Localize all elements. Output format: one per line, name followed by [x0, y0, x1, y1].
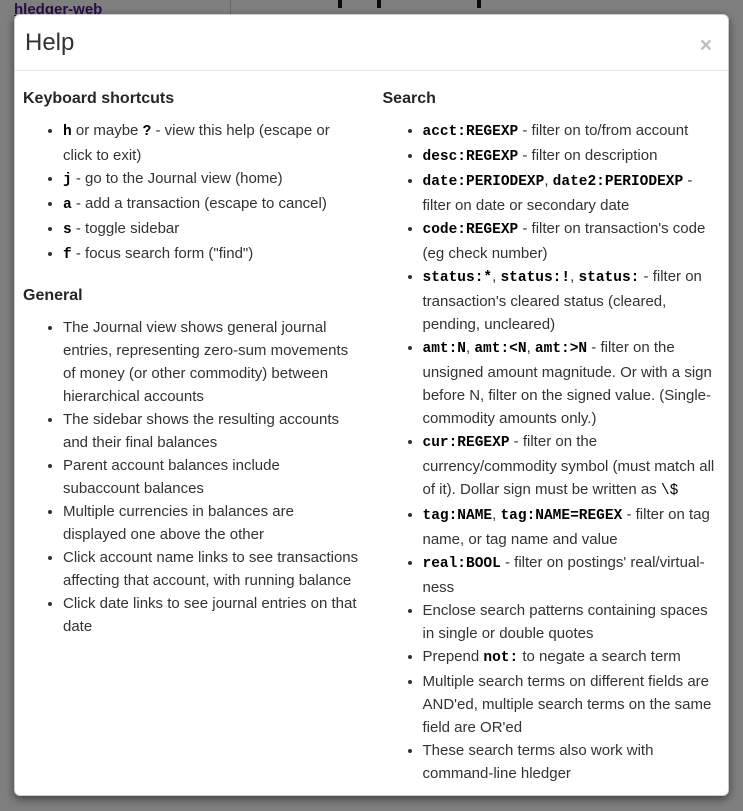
code-term: status:!: [500, 270, 571, 286]
help-list: [383, 119, 721, 785]
help-column-left: [23, 89, 361, 796]
code-term: a: [63, 197, 72, 213]
help-list-item: • s - toggle sidebar: [63, 217, 361, 242]
help-list-item: • desc:REGEXP - filter on description: [423, 144, 721, 169]
help-list-item: • Enclose search patterns containing spaces in single or double quotes: [423, 599, 721, 645]
help-list-item: • Click date links to see journal entries on that date: [63, 592, 361, 638]
help-list-item: • cur:REGEXP - filter on the currency/commodity symbol (must match all of it). Dollar sign must be written as \$: [423, 430, 721, 503]
help-list: [23, 316, 361, 638]
code-term: amt:>N: [534, 341, 588, 357]
code-term: tag:NAME: [422, 508, 493, 524]
code-term: cur:REGEXP: [422, 435, 510, 451]
help-list-item: • Prepend not: to negate a search term: [423, 645, 721, 670]
modal-header: [15, 15, 728, 71]
code-term: not:: [483, 650, 519, 666]
help-list-item: • Parent account balances include subaccount balances: [63, 454, 361, 500]
help-list-item: • Multiple search terms on different fields are AND'ed, multiple search terms on the same field are OR'ed: [423, 670, 721, 739]
help-list-item: • date:PERIODEXP, date2:PERIODEXP - filter on date or secondary date: [423, 169, 721, 217]
modal-body: [15, 71, 728, 796]
code-term: code:REGEXP: [422, 222, 519, 238]
code-term: amt:N: [422, 341, 467, 357]
help-list-item: • code:REGEXP - filter on transaction's code (eg check number): [423, 217, 721, 265]
help-list-item: • real:BOOL - filter on postings' real/virtual-ness: [423, 551, 721, 599]
help-list-item: • tag:NAME, tag:NAME=REGEX - filter on tag name, or tag name and value: [423, 503, 721, 551]
help-list-item: • h or maybe ? - view this help (escape or click to exit): [63, 119, 361, 167]
code-literal: \$: [660, 483, 679, 499]
help-list-item: • status:*, status:!, status: - filter on transaction's cleared status (cleared, pending, uncleared): [423, 265, 721, 336]
code-term: date:PERIODEXP: [422, 174, 545, 190]
section-heading-general: General: [23, 287, 83, 304]
code-term: j: [63, 172, 72, 188]
help-list-item: • a - add a transaction (escape to cancel): [63, 192, 361, 217]
code-term: status:*: [422, 270, 493, 286]
section-heading-search: Search: [382, 90, 436, 107]
help-list-item: • The sidebar shows the resulting accounts and their final balances: [63, 408, 361, 454]
help-list-item: • f - focus search form ("find"): [63, 242, 361, 267]
section-heading-keyboard-shortcuts: Keyboard shortcuts: [23, 90, 175, 107]
code-term: acct:REGEXP: [422, 124, 519, 140]
code-term: amt:<N: [474, 341, 527, 357]
code-term: real:BOOL: [422, 556, 501, 572]
help-list-item: • Multiple currencies in balances are displayed one above the other: [63, 500, 361, 546]
help-list: [23, 119, 361, 267]
code-term: ?: [142, 124, 152, 140]
code-term: status:: [578, 270, 640, 286]
code-term: tag:NAME=REGEX: [500, 508, 623, 524]
help-list-item: • These search terms also work with command-line hledger: [423, 739, 721, 785]
modal-title: Help: [25, 29, 75, 56]
code-term: date2:PERIODEXP: [552, 174, 684, 190]
code-term: h: [63, 124, 72, 140]
help-list-item: • acct:REGEXP - filter on to/from account: [423, 119, 721, 144]
help-column-right: [383, 89, 721, 796]
close-icon[interactable]: ×: [699, 34, 712, 57]
code-term: s: [63, 222, 72, 238]
code-term: desc:REGEXP: [422, 149, 519, 165]
help-list-item: • Click account name links to see transactions affecting that account, with running balance: [63, 546, 361, 592]
help-modal: [14, 14, 729, 796]
help-list-item: • The Journal view shows general journal entries, representing zero-sum movements of money (or other commodity) between hierarchical accounts: [63, 316, 361, 408]
code-term: f: [63, 247, 72, 263]
help-list-item: • j - go to the Journal view (home): [63, 167, 361, 192]
help-list-item: • amt:N, amt:<N, amt:>N - filter on the unsigned amount magnitude. Or with a sign before N, filter on the signed value. (Single-commodity amounts only.): [423, 336, 721, 430]
